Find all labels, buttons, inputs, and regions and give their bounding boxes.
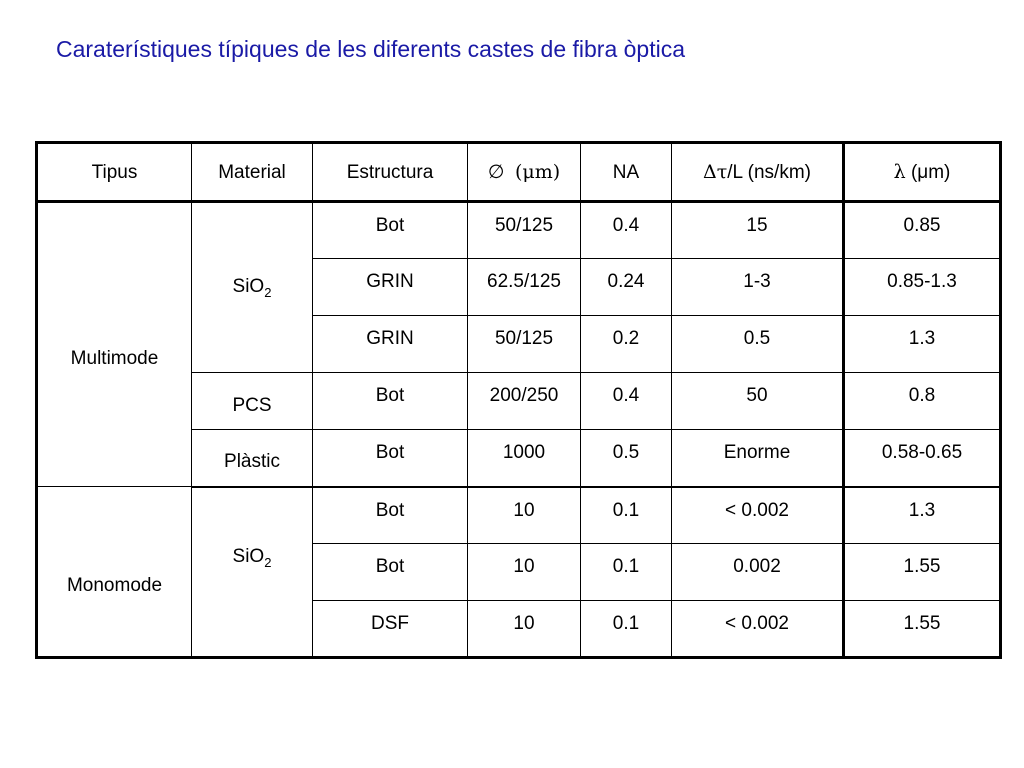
diameter-cell: 10 [468, 601, 581, 658]
diameter-symbol: ∅ [487, 160, 505, 183]
structure-cell: Bot [313, 373, 468, 430]
structure-cell: GRIN [313, 316, 468, 373]
structure-cell: Bot [313, 544, 468, 601]
structure-cell: Bot [313, 202, 468, 259]
material-cell-sio2: SiO$_2$ [192, 202, 313, 373]
header-structure: Estructura [313, 143, 468, 202]
diameter-cell: 10 [468, 487, 581, 544]
na-cell: 0.4 [581, 373, 672, 430]
na-cell: 0.1 [581, 544, 672, 601]
na-cell: 0.2 [581, 316, 672, 373]
structure-cell: Bot [313, 430, 468, 487]
wavelength-symbol: λ [893, 160, 906, 183]
diameter-cell: 10 [468, 544, 581, 601]
type-cell-monomode: Monomode [37, 487, 192, 658]
diameter-cell: 200/250 [468, 373, 581, 430]
material-cell-pcs: PCS [192, 373, 313, 430]
dispersion-cell: 15 [672, 202, 844, 259]
diameter-cell: 62.5/125 [468, 259, 581, 316]
header-diameter [468, 143, 581, 202]
page-title: Caraterístiques típiques de les diferents castes de fibra òptica [56, 36, 686, 62]
dispersion-cell: Enorme [672, 430, 844, 487]
structure-cell: GRIN [313, 259, 468, 316]
dispersion-cell: < 0.002 [672, 601, 844, 658]
wavelength-cell: 0.85 [844, 202, 1001, 259]
structure-cell: DSF [313, 601, 468, 658]
table-row [37, 202, 1001, 259]
header-material: Material [192, 143, 313, 202]
na-cell: 0.24 [581, 259, 672, 316]
diameter-cell: 50/125 [468, 316, 581, 373]
material-cell-sio2: SiO$_2$ [192, 487, 313, 658]
dispersion-cell: 1-3 [672, 259, 844, 316]
dispersion-unit: /L (ns/km) [727, 161, 811, 183]
dispersion-cell: 0.002 [672, 544, 844, 601]
dispersion-cell: 0.5 [672, 316, 844, 373]
wavelength-cell: 1.55 [844, 601, 1001, 658]
na-cell: 0.1 [581, 487, 672, 544]
material-cell-plastic: Plàstic [192, 430, 313, 487]
wavelength-cell: 1.3 [844, 487, 1001, 544]
dispersion-cell: < 0.002 [672, 487, 844, 544]
dispersion-symbol: Δτ [703, 160, 728, 183]
wavelength-cell: 1.3 [844, 316, 1001, 373]
na-cell: 0.1 [581, 601, 672, 658]
na-cell: 0.4 [581, 202, 672, 259]
wavelength-cell: 1.55 [844, 544, 1001, 601]
wavelength-unit: (μm) [910, 161, 951, 183]
fiber-characteristics-table [35, 141, 1002, 659]
wavelength-cell: 0.85-1.3 [844, 259, 1001, 316]
wavelength-cell: 0.8 [844, 373, 1001, 430]
diameter-cell: 50/125 [468, 202, 581, 259]
table-row [37, 487, 1001, 544]
structure-cell: Bot [313, 487, 468, 544]
header-type: Tipus [37, 143, 192, 202]
diameter-cell: 1000 [468, 430, 581, 487]
header-wavelength [844, 143, 1001, 202]
table-header-row [37, 143, 1001, 202]
header-dispersion [672, 143, 844, 202]
dispersion-cell: 50 [672, 373, 844, 430]
type-cell-multimode: Multimode [37, 202, 192, 487]
diameter-unit: (μm) [514, 160, 561, 183]
na-cell: 0.5 [581, 430, 672, 487]
wavelength-cell: 0.58-0.65 [844, 430, 1001, 487]
header-na: NA [581, 143, 672, 202]
